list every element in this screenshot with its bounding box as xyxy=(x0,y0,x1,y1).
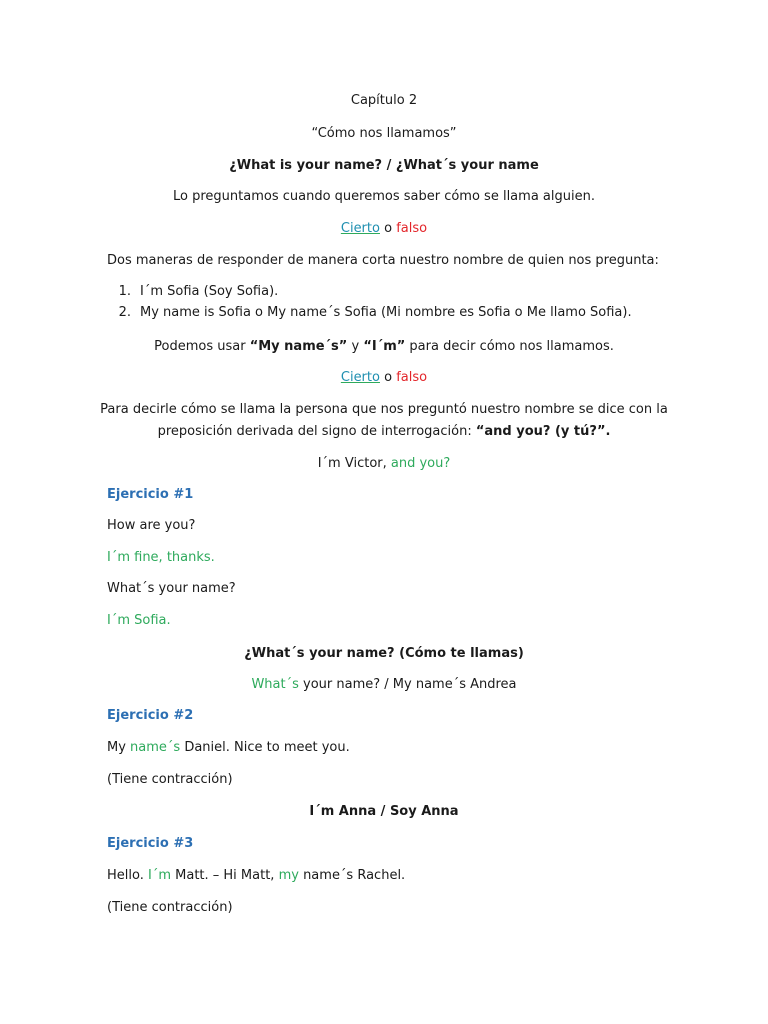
text: y xyxy=(347,339,364,354)
list-text: My name is Sofia o My name´s Sofia (Mi nombre es Sofia o Me llamo Sofia). xyxy=(140,305,632,320)
list-number: 2. xyxy=(118,305,131,320)
bold-phrase: “I´m” xyxy=(363,339,406,354)
highlight: What´s xyxy=(251,677,299,692)
true-false-1 xyxy=(0,220,768,238)
paragraph-ask-back-line2 xyxy=(0,423,768,441)
true-option: Cierto xyxy=(340,221,380,236)
true-option: Cierto xyxy=(340,370,380,385)
exercise-3-note: (Tiene contracción) xyxy=(107,900,233,915)
paragraph-purpose: Lo preguntamos cuando queremos saber cómo se llama alguien. xyxy=(173,189,595,204)
bold-phrase: “and you? (y tú?”. xyxy=(475,424,611,439)
text: Hello. xyxy=(107,868,148,883)
connector: o xyxy=(384,221,393,236)
exercise-2-sentence xyxy=(107,739,707,757)
text: Podemos usar xyxy=(154,339,250,354)
highlight: my xyxy=(278,868,299,883)
text: My xyxy=(107,740,131,755)
exercise-1-title: Ejercicio #1 xyxy=(107,487,194,502)
exercise-1-question: What´s your name? xyxy=(107,581,236,596)
example-victor xyxy=(0,455,768,473)
example-andrea xyxy=(0,676,768,694)
false-option: falso xyxy=(396,370,428,385)
exercise-3-title: Ejercicio #3 xyxy=(107,836,194,851)
highlight: name´s xyxy=(130,740,181,755)
bold-phrase: “My name´s” xyxy=(249,339,348,354)
text: preposición derivada del signo de interrogación: xyxy=(157,424,476,439)
exercise-1-answer: I´m fine, thanks. xyxy=(107,550,215,565)
exercise-2-note: (Tiene contracción) xyxy=(107,772,233,787)
text: para decir cómo nos llamamos. xyxy=(405,339,614,354)
highlight: and you? xyxy=(390,456,451,471)
false-option: falso xyxy=(396,221,428,236)
list-number: 1. xyxy=(118,284,131,299)
exercise-2-title: Ejercicio #2 xyxy=(107,708,194,723)
list-item xyxy=(107,283,707,301)
text: name´s Rachel. xyxy=(298,868,406,883)
exercise-1-answer: I´m Sofia. xyxy=(107,613,171,628)
text: I´m Victor, xyxy=(317,456,391,471)
heading-whats-your-name: ¿What´s your name? (Cómo te llamas) xyxy=(244,646,524,661)
list-item xyxy=(107,304,707,322)
list-text: I´m Sofia (Soy Sofia). xyxy=(140,284,279,299)
connector: o xyxy=(384,370,393,385)
exercise-1-question: How are you? xyxy=(107,518,196,533)
heading-im-anna: I´m Anna / Soy Anna xyxy=(309,804,459,819)
heading-what-is-your-name: ¿What is your name? / ¿What´s your name xyxy=(229,158,539,173)
chapter-title: “Cómo nos llamamos” xyxy=(311,126,457,141)
text: your name? / My name´s Andrea xyxy=(298,677,517,692)
exercise-3-sentence xyxy=(107,867,707,885)
paragraph-ask-back-line1: Para decirle cómo se llama la persona que nos preguntó nuestro nombre se dice con la xyxy=(100,402,668,417)
paragraph-two-ways: Dos maneras de responder de manera corta nuestro nombre de quien nos pregunta: xyxy=(107,253,659,268)
paragraph-can-use xyxy=(0,338,768,356)
chapter-number: Capítulo 2 xyxy=(350,93,418,108)
text: Daniel. Nice to meet you. xyxy=(180,740,350,755)
text: Matt. – Hi Matt, xyxy=(171,868,279,883)
true-false-2 xyxy=(0,369,768,387)
highlight: I´m xyxy=(148,868,171,883)
